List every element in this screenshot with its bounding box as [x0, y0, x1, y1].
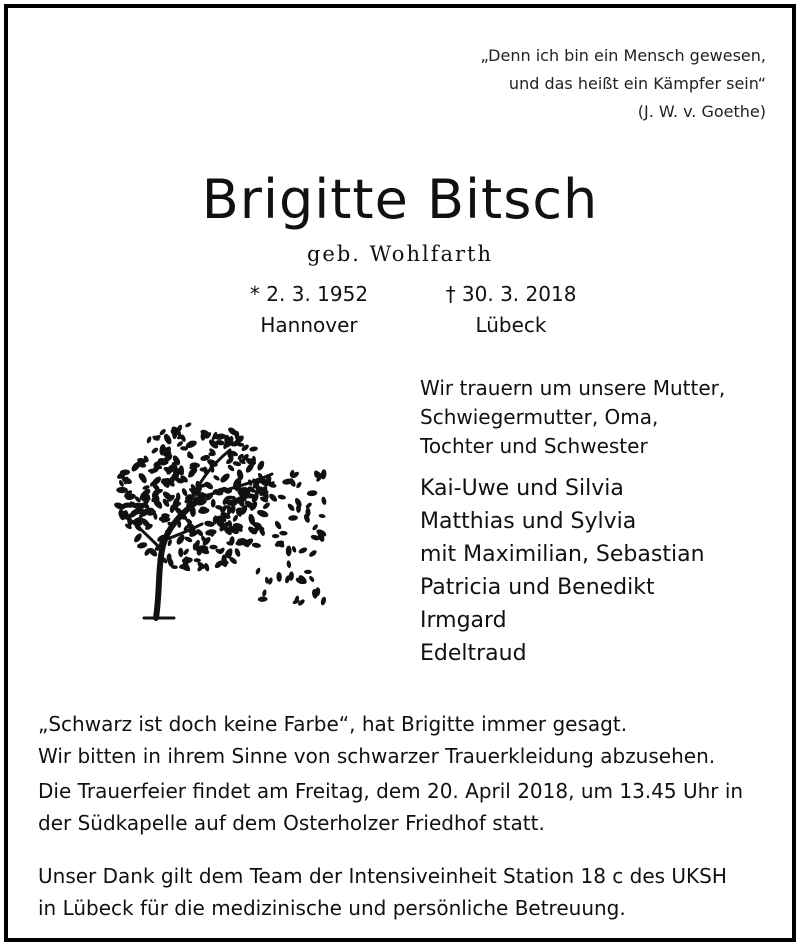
leaf [286, 545, 292, 556]
death-place: Lübeck [475, 313, 547, 337]
birth-place: Hannover [260, 313, 358, 337]
leaf [159, 516, 169, 521]
quote-line-1: „Schwarz ist doch keine Farbe“, hat Brigitte immer gesagt. [38, 712, 628, 736]
leaf [295, 481, 302, 489]
service-line-2: der Südkapelle auf dem Osterholzer Friedhof statt. [38, 811, 545, 835]
leaf [286, 560, 291, 568]
birth-info [234, 279, 384, 341]
leaf [184, 422, 192, 429]
dress-code-quote [38, 708, 715, 772]
leaf [262, 589, 268, 597]
leaf [209, 545, 218, 550]
tree-illustration [104, 400, 334, 628]
leaf [226, 500, 237, 506]
goethe-quote [480, 42, 766, 126]
leaf [151, 447, 160, 455]
leaf [133, 532, 144, 544]
thanks-line-2: in Lübeck für die medizinische und persönliche Betreuung. [38, 896, 626, 920]
tree-leaves [113, 422, 327, 607]
deceased-name: Brigitte Bitsch [201, 168, 599, 231]
leaf [162, 433, 173, 446]
leaf [205, 529, 217, 537]
leaf [251, 542, 261, 548]
death-info [426, 279, 596, 341]
family-name-6: Edeltraud [420, 641, 527, 666]
leaf [274, 520, 283, 530]
leaf [304, 570, 312, 574]
leaf [318, 513, 326, 518]
leaf [227, 464, 236, 473]
leaf [268, 492, 279, 503]
leaf [288, 515, 298, 521]
leaf [320, 596, 327, 606]
leaf [279, 531, 288, 536]
mourning-line-3: Tochter und Schwester [420, 434, 648, 458]
family-name-4: Patricia und Benedikt [420, 575, 655, 600]
leaf [211, 499, 216, 508]
leaf [255, 567, 261, 575]
mourning-text [420, 374, 725, 461]
leaf [294, 497, 303, 508]
leaf [321, 496, 327, 505]
leaf [307, 490, 318, 497]
maiden-name: geb. Wohlfarth [306, 242, 493, 266]
mourning-line-1: Wir trauern um unsere Mutter, [420, 376, 726, 400]
leaf [256, 509, 269, 519]
motto-line-2: und das heißt ein Kämpfer sein“ [508, 74, 766, 93]
leaf [298, 546, 308, 554]
thanks-line-1: Unser Dank gilt dem Team der Intensiveinheit Station 18 c des UKSH [38, 864, 727, 888]
birth-date: * 2. 3. 1952 [249, 282, 369, 306]
family-name-3: mit Maximilian, Sebastian [420, 542, 705, 567]
leaf [308, 575, 315, 583]
leaf [212, 474, 220, 481]
family-name-2: Matthias und Sylvia [420, 509, 637, 534]
leaf [272, 534, 280, 538]
leaf [286, 502, 295, 512]
life-dates [8, 279, 792, 339]
funeral-service-info [38, 775, 743, 839]
leaf [116, 487, 128, 494]
leaf [249, 446, 258, 452]
leaf [146, 436, 152, 444]
death-date: † 30. 3. 2018 [445, 282, 577, 306]
leaf [276, 572, 282, 582]
family-names [420, 472, 705, 670]
leaf [291, 545, 297, 553]
leaf [258, 596, 268, 602]
family-name-5: Irmgard [420, 608, 507, 633]
motto-attribution: (J. W. v. Goethe) [637, 102, 766, 121]
leaf [262, 501, 271, 510]
service-line-1: Die Trauerfeier findet am Freitag, dem 20. April 2018, um 13.45 Uhr in [38, 779, 744, 803]
thanks-text [38, 860, 727, 924]
leaf [256, 460, 266, 472]
leaf [277, 494, 286, 500]
quote-line-2: Wir bitten in ihrem Sinne von schwarzer Trauerkleidung abzusehen. [38, 744, 716, 768]
mourning-line-2: Schwiegermutter, Oma, [420, 405, 659, 429]
leaf [194, 558, 201, 562]
leaf [234, 547, 242, 557]
leaf [308, 549, 318, 558]
leaf [178, 548, 184, 558]
motto-line-1: „Denn ich bin ein Mensch gewesen, [480, 46, 766, 65]
family-name-1: Kai-Uwe und Silvia [420, 476, 624, 501]
leaf [182, 548, 190, 556]
obituary-notice [4, 4, 796, 942]
leaf [136, 541, 148, 549]
leaf [219, 472, 232, 484]
